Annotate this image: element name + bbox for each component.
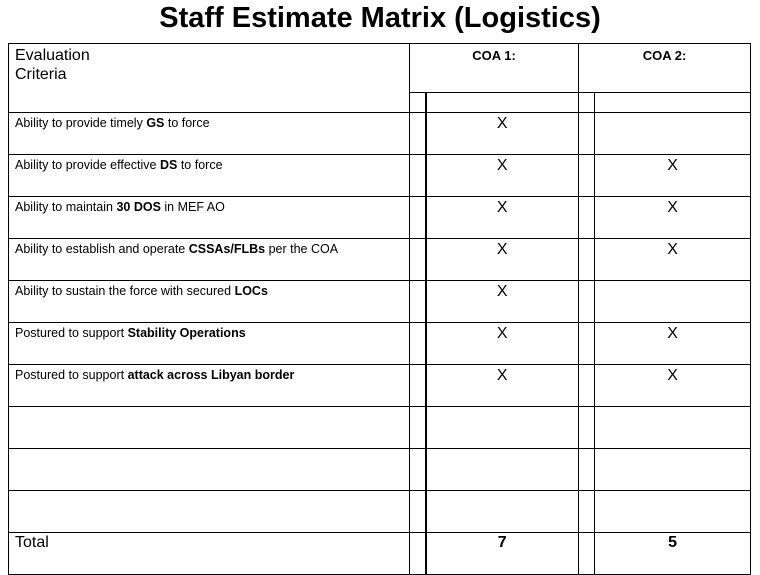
- staff-estimate-matrix: [8, 43, 751, 575]
- criteria-header-line1: Evaluation: [15, 47, 90, 64]
- coa1-mark: X: [426, 113, 579, 155]
- coa2-header: COA 2:: [579, 44, 751, 93]
- empty-row: [9, 491, 751, 533]
- coa1-mark: X: [426, 365, 579, 407]
- criterion-keyword: attack across Libyan border: [127, 368, 295, 382]
- coa2-mark: X: [595, 155, 751, 197]
- coa1-header: COA 1:: [410, 44, 579, 93]
- coa1-mark: X: [426, 155, 579, 197]
- criterion-keyword: DS: [159, 158, 178, 172]
- table-row: [9, 197, 751, 239]
- criterion-cell: [9, 323, 410, 365]
- total-row: [9, 533, 751, 575]
- empty-row: [9, 449, 751, 491]
- total-label: Total: [9, 533, 410, 575]
- criterion-text: per the COA: [265, 242, 339, 256]
- coa1-mark: X: [426, 197, 579, 239]
- criteria-header: [9, 44, 410, 113]
- criterion-text: Ability to provide timely: [15, 116, 147, 130]
- coa2-mark: X: [595, 365, 751, 407]
- coa2-mark: [595, 281, 751, 323]
- criterion-text: to force: [164, 116, 210, 130]
- total-coa2: 5: [595, 533, 751, 575]
- page-title: Staff Estimate Matrix (Logistics): [159, 2, 601, 34]
- empty-row: [9, 407, 751, 449]
- table-row: [9, 113, 751, 155]
- criterion-text: Ability to provide effective: [15, 158, 160, 172]
- criterion-keyword: CSSAs/FLBs: [188, 242, 266, 256]
- criterion-cell: [9, 155, 410, 197]
- criterion-text: Postured to support: [15, 326, 128, 340]
- criterion-keyword: 30 DOS: [116, 200, 161, 214]
- criterion-cell: [9, 365, 410, 407]
- table-row: [9, 365, 751, 407]
- coa1-mark: X: [426, 281, 579, 323]
- criterion-text: Ability to establish and operate: [15, 242, 189, 256]
- coa1-mark: X: [426, 323, 579, 365]
- criterion-cell: [9, 239, 410, 281]
- coa2-mark: [595, 113, 751, 155]
- table-row: [9, 281, 751, 323]
- table-row: [9, 323, 751, 365]
- coa2-mark: X: [595, 197, 751, 239]
- criterion-text: to force: [177, 158, 223, 172]
- table-row: [9, 239, 751, 281]
- coa2-mark: X: [595, 239, 751, 281]
- criterion-text: Ability to maintain: [15, 200, 117, 214]
- header-row: [9, 44, 751, 93]
- criteria-header-line2: Criteria: [15, 66, 67, 83]
- coa1-mark: X: [426, 239, 579, 281]
- criterion-keyword: Stability Operations: [127, 326, 246, 340]
- total-coa1: 7: [426, 533, 579, 575]
- criterion-cell: [9, 197, 410, 239]
- coa2-mark: X: [595, 323, 751, 365]
- criterion-cell: [9, 281, 410, 323]
- criterion-text: Ability to sustain the force with secured: [15, 284, 235, 298]
- criterion-cell: [9, 113, 410, 155]
- criterion-text: Postured to support: [15, 368, 128, 382]
- table-row: [9, 155, 751, 197]
- criterion-keyword: LOCs: [234, 284, 268, 298]
- criterion-text: in MEF AO: [160, 200, 225, 214]
- criterion-keyword: GS: [146, 116, 165, 130]
